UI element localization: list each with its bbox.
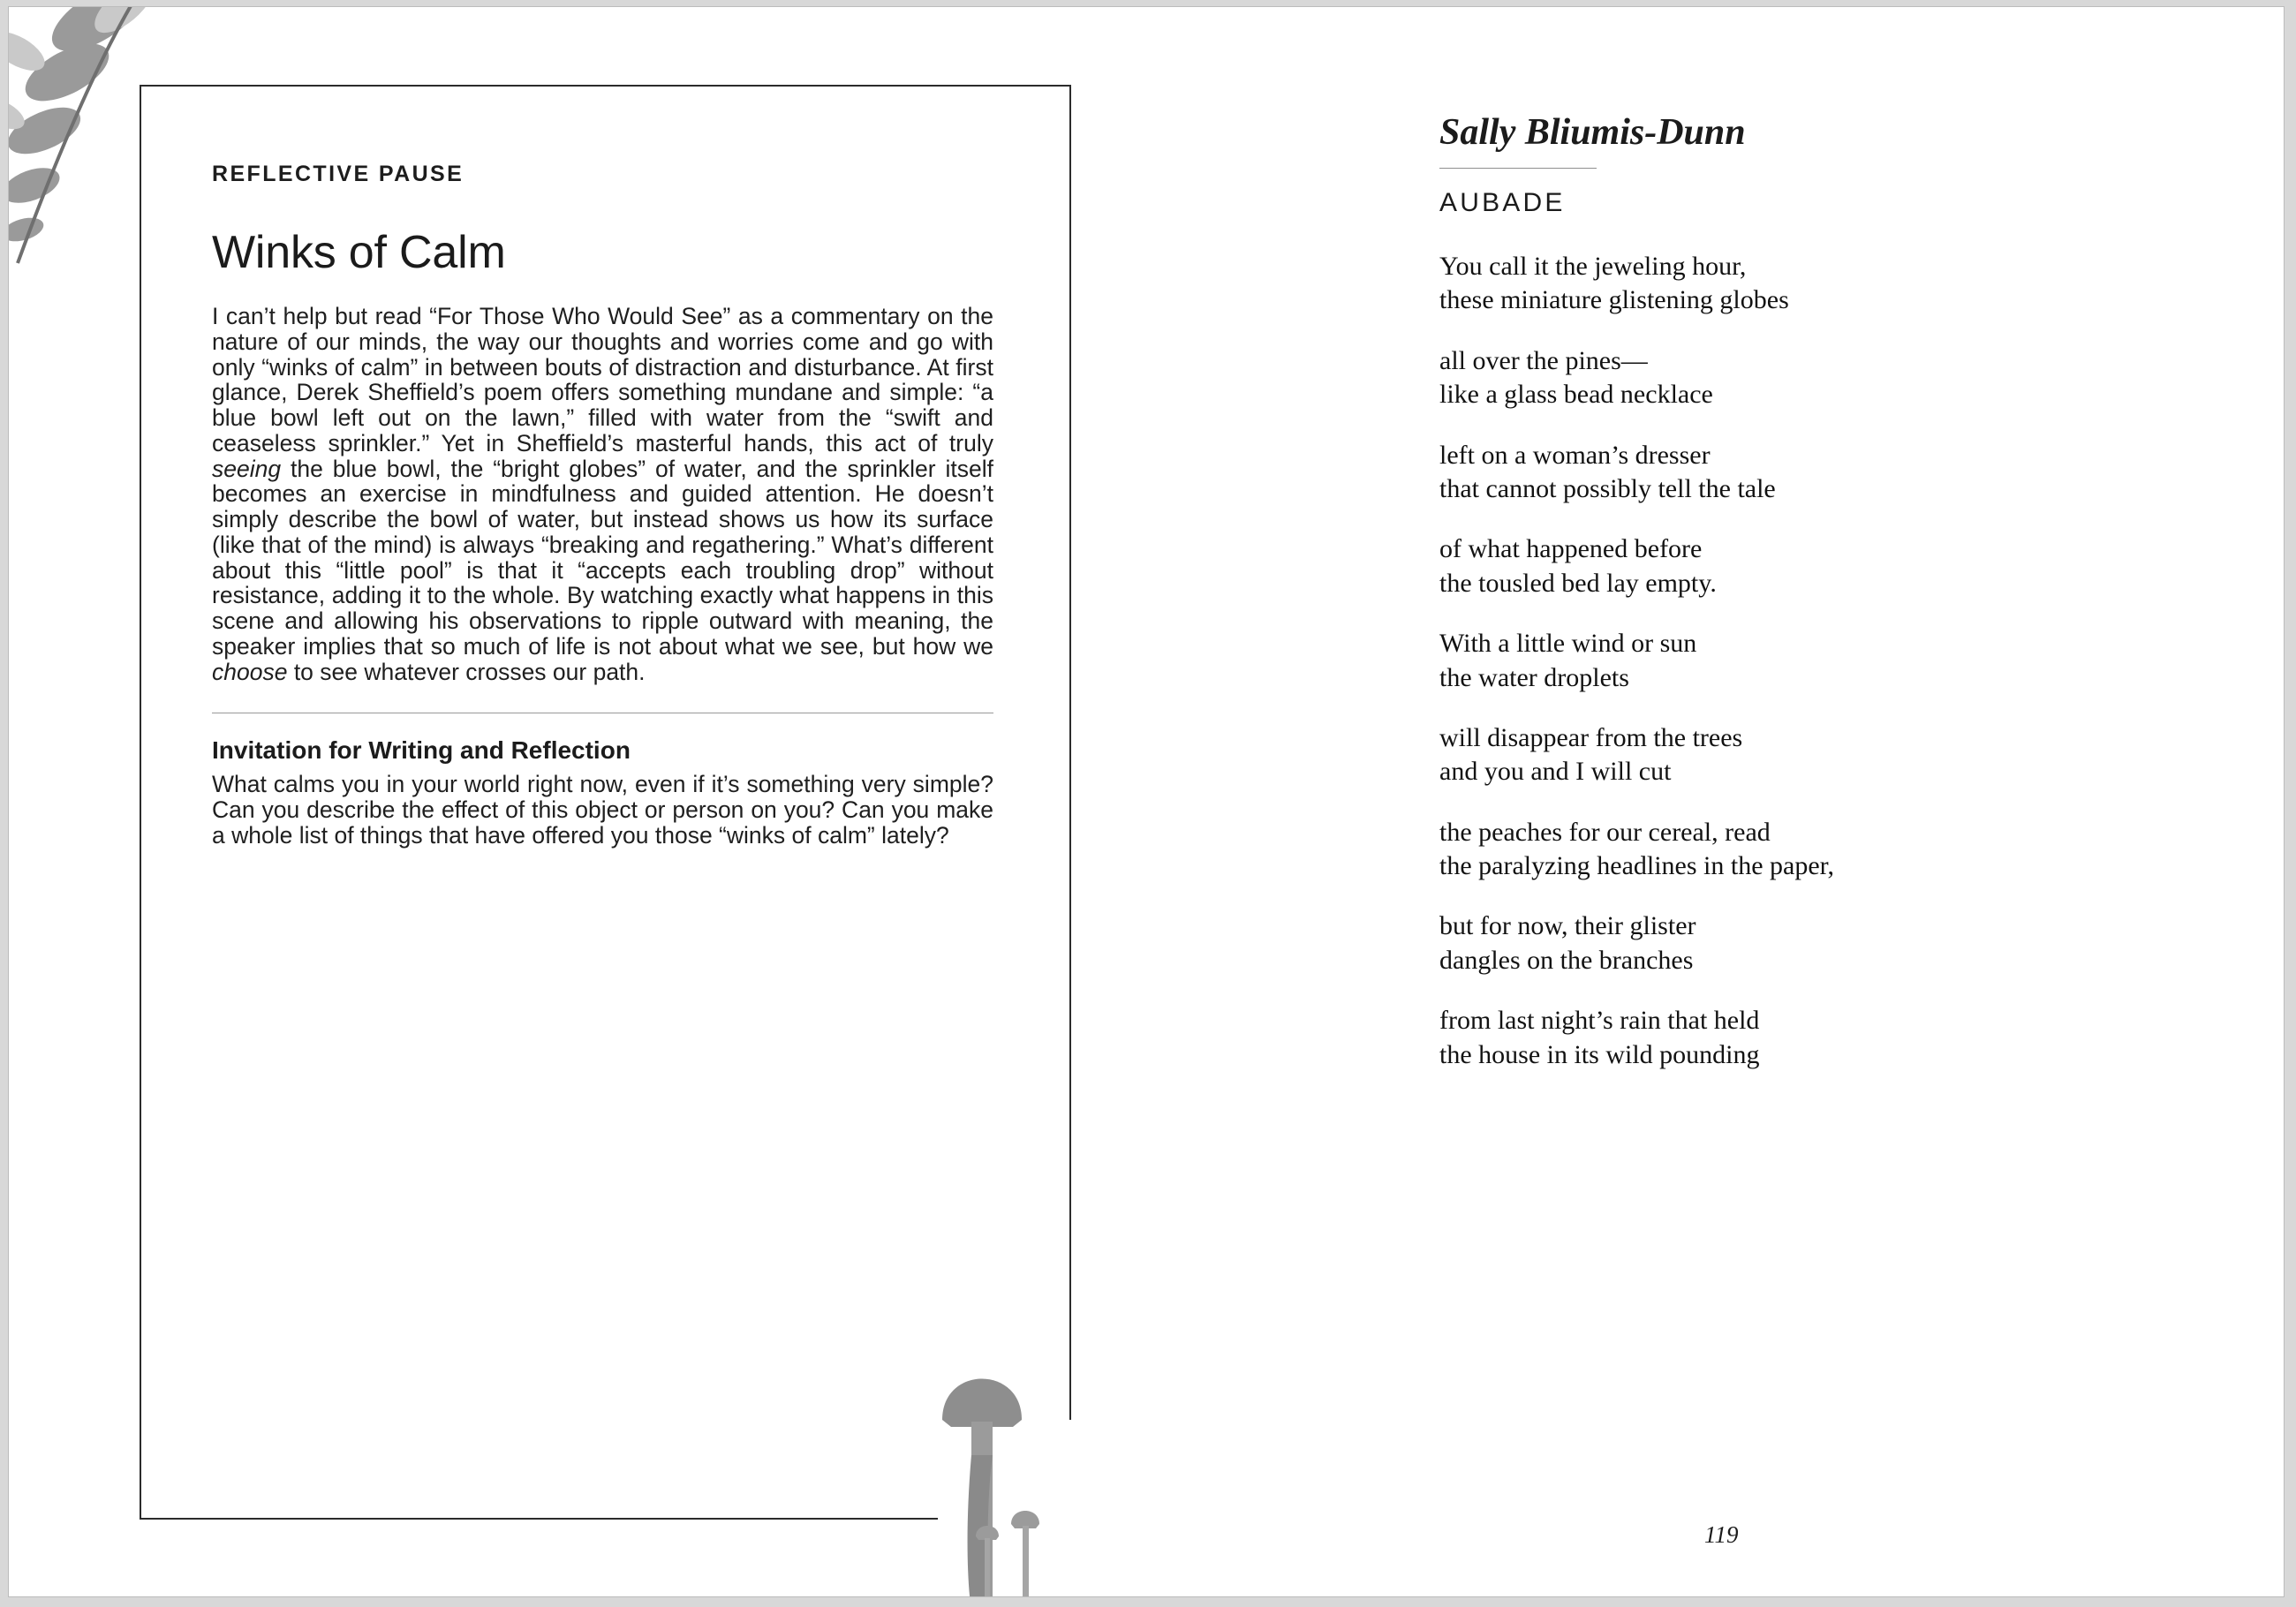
poem-line: like a glass bead necklace — [1439, 380, 1713, 410]
poem-line: the peaches for our cereal, read — [1439, 817, 1771, 847]
poem-line: the house in its wild pounding — [1439, 1039, 1760, 1069]
poem-column — [1439, 111, 2093, 1098]
poem-stanza — [1439, 344, 2093, 412]
poem-line: that cannot possibly tell the tale — [1439, 473, 1776, 503]
poem-line: dangles on the branches — [1439, 945, 1694, 975]
invitation-body: What calms you in your world right now, even if it’s something very simple? Can you describe the effect of this object or person on you? Can you make a whole list of things that have offered you those “winks of calm” lately? — [212, 771, 993, 849]
poem-line: and you and I will cut — [1439, 757, 1672, 787]
invitation-heading: Invitation for Writing and Reflection — [212, 736, 631, 765]
reflective-pause-kicker: REFLECTIVE PAUSE — [212, 162, 464, 186]
page-number: 119 — [1704, 1521, 1739, 1548]
frame-corner-mask — [938, 1420, 1079, 1539]
poem-line: from last night’s rain that held — [1439, 1006, 1760, 1036]
poem-stanza — [1439, 816, 2093, 884]
poem-stanza — [1439, 909, 2093, 977]
poem-line: but for now, their glister — [1439, 911, 1696, 941]
poem-stanza — [1439, 532, 2093, 600]
book-page — [9, 7, 2284, 1596]
page-title: Winks of Calm — [212, 227, 506, 278]
poem-stanza — [1439, 627, 2093, 695]
poem-line: the tousled bed lay empty. — [1439, 568, 1717, 598]
poem-title: AUBADE — [1439, 188, 1566, 217]
poem-line: the paralyzing headlines in the paper, — [1439, 851, 1834, 881]
poem-line: will disappear from the trees — [1439, 722, 1743, 752]
reflective-pause-content — [212, 162, 993, 849]
poet-name: Sally Bliumis-Dunn — [1439, 112, 1746, 153]
poem-stanza — [1439, 721, 2093, 789]
poem-stanza — [1439, 250, 2093, 318]
poet-divider — [1439, 168, 1597, 169]
poem-stanza — [1439, 1004, 2093, 1072]
poem-line: left on a woman’s dresser — [1439, 440, 1711, 470]
poem-line: of what happened before — [1439, 534, 1703, 564]
reflective-pause-body: I can’t help but read “For Those Who Would See” as a commentary on the nature of our minds, the way our thoughts and worries come and go with only “winks of calm” in between bouts of distraction and disturbance. At first glance, Derek Sheffield’s poem offers something mundane and simple: “a blue bowl left out on the lawn,” filled with water from the “swift and ceaseless sprinkler.” Yet in Sheffield’s masterful hands, this act of truly seeing the blue bowl, the “bright globes” of water, and the sprinkler itself becomes an exercise in mindfulness and guided attention. He doesn’t simply describe the bowl of water, but instead shows us how its surface (like that of the mind) is always “breaking and regathering.” What’s different about this “little pool” is that it “accepts each troubling drop” without resistance, adding it to the whole. By watching exactly what happens in this scene and allowing his observations to ripple outward with meaning, the speaker implies that so much of life is not about what we see, but how we choose to see whatever crosses our path. — [212, 303, 993, 685]
poem-line: the water droplets — [1439, 662, 1629, 692]
poem-stanzas — [1439, 250, 2093, 1072]
poem-stanza — [1439, 439, 2093, 507]
poem-line: all over the pines— — [1439, 345, 1648, 375]
poem-line: these miniature glistening globes — [1439, 285, 1789, 315]
poem-line: You call it the jeweling hour, — [1439, 252, 1747, 281]
poem-line: With a little wind or sun — [1439, 629, 1697, 659]
